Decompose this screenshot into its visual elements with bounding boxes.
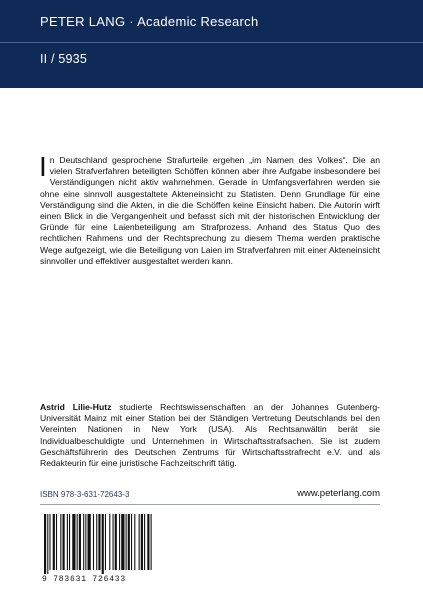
barcode-bar — [147, 514, 149, 570]
barcode-bar — [85, 514, 86, 570]
barcode-bar — [96, 514, 97, 570]
barcode — [42, 514, 154, 584]
footer-divider — [40, 504, 380, 505]
publisher-url[interactable]: www.peterlang.com — [297, 488, 380, 499]
barcode-bar — [119, 514, 120, 570]
barcode-bar — [151, 514, 152, 570]
barcode-bar — [113, 514, 114, 570]
barcode-bar — [88, 514, 91, 570]
barcode-bar — [79, 514, 81, 570]
barcode-bar — [53, 514, 55, 570]
author-biography — [40, 402, 380, 469]
barcode-bar — [77, 514, 78, 570]
barcode-bar — [139, 514, 140, 570]
series-number: II / 5935 — [40, 52, 87, 66]
barcode-digits: 9 783631 726433 — [42, 575, 127, 584]
barcode-bar — [109, 514, 110, 570]
barcode-bar — [102, 514, 104, 574]
barcode-bar — [105, 514, 106, 570]
drop-cap: I — [39, 151, 47, 182]
barcode-bar — [128, 514, 130, 570]
publisher-name: PETER LANG · Academic Research — [40, 14, 259, 29]
barcode-bar — [56, 514, 57, 570]
barcode-bar — [72, 514, 75, 570]
book-description — [39, 151, 380, 267]
header-band — [0, 0, 423, 88]
barcode-bar — [44, 514, 46, 574]
barcode-bar — [93, 514, 94, 570]
header-divider — [0, 42, 423, 43]
barcode-bar — [115, 514, 117, 570]
author-name: Astrid Lilie-Hutz — [40, 402, 112, 412]
barcode-bar — [131, 514, 132, 570]
barcode-bar — [141, 514, 143, 570]
description-text: n Deutschland gesprochene Strafurteile ergehen „im Namen des Volkes“. Die an vielen Strafverfahren beteiligten Schöffen können aber ihre Aufgabe insbesondere bei Verständigungen nicht aktiv wahrnehmen. Gerade in Umfangsverfahren werden sie ohne eine sinnvoll ausgestaltete Akteneinsicht zu Statisten. Denn Grundlage für eine Verständigung sind die Akten, in die die Schöffen keine Einsicht haben. Die Autorin wirft einen Blick in die Vergangenheit und befasst sich mit der historischen Entwicklung der Gründe für eine Laienbeteiligung am Strafprozess. Anhand des Status Quo des rechtlichen Rahmens und der Rechtsprechung zu diesem Thema werden praktische Wege aufgezeigt, wie die Beteiligung von Laien im Strafverfahren mit einer Akteneinsicht sinnvoller und effektiver ausgestaltet werden kann. — [40, 155, 380, 266]
barcode-bar — [67, 514, 68, 570]
author-bio-text: studierte Rechtswissenschaften an der Johannes Gutenberg-Universität Mainz mit einer Station bei der Ständigen Vertretung Deutschlands bei den Vereinten Nationen in New York (USA). Als Rechtsanwältin berät sie Individualbeschuldigte und Unternehmen in Wirtschaftsstrafsachen. Sie ist zudem Geschäftsführerin des Deutschen Zentrums für Wirtschaftsstrafrecht e.V. und als Redakteurin für eine juristische Fachzeitschrift tätig. — [40, 402, 380, 469]
barcode-bar — [69, 514, 70, 570]
barcode-bar — [60, 514, 61, 570]
barcode-bar — [134, 514, 135, 570]
barcode-bar — [62, 514, 64, 570]
isbn-row — [40, 487, 380, 503]
barcode-bar — [121, 514, 124, 570]
barcode-bar — [49, 514, 50, 570]
barcode-bar — [98, 514, 100, 570]
barcode-bar — [126, 514, 127, 570]
barcode-bar — [144, 514, 145, 570]
isbn-label: ISBN 978-3-631-72643-3 — [40, 490, 130, 499]
barcode-bar — [47, 514, 48, 574]
barcode-bar — [83, 514, 84, 570]
barcode-bars — [42, 514, 154, 574]
